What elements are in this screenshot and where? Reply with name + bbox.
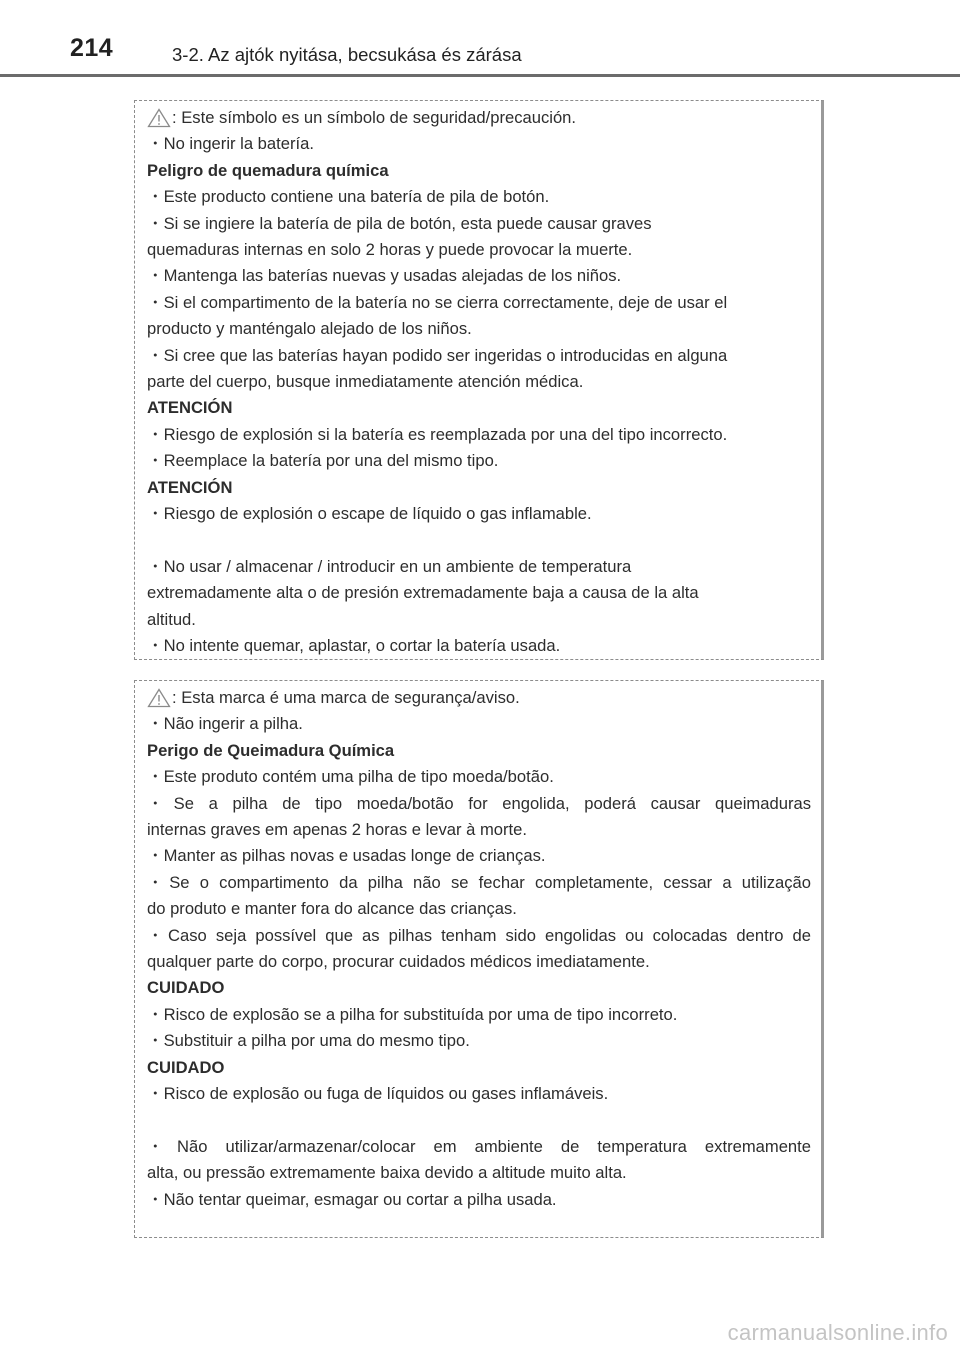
bullet-item: ・Si cree que las baterías hayan podido ser ingeridas o introducidas en alguna [147, 345, 728, 365]
bullet-item: ・Não utilizar/armazenar/colocar em ambiente de temperatura extremamente [147, 1136, 811, 1156]
header-divider [0, 74, 960, 77]
symbol-text: : Este símbolo es un símbolo de seguridad/precaución. [172, 108, 577, 127]
spanish-warning-box [134, 100, 824, 660]
warning-triangle-icon [147, 688, 171, 708]
bullet-item: ・Se o compartimento da pilha não se fechar completamente, cessar a utilização [147, 872, 811, 892]
warning-triangle-icon [147, 108, 171, 128]
bullet-item: ・Risco de explosão se a pilha for substituída por uma de tipo incorreto. [147, 1004, 678, 1024]
bullet-item: ・Reemplace la batería por una del mismo tipo. [147, 451, 499, 471]
bullet-item: ・No intente quemar, aplastar, o cortar la batería usada. [147, 636, 561, 656]
bullet-item: ・No usar / almacenar / introducir en un ambiente de temperatura [147, 556, 632, 576]
section-heading: Peligro de quemadura química [147, 160, 389, 180]
page-number: 214 [70, 34, 114, 62]
bullet-item: ・Mantenga las baterías nuevas y usadas alejadas de los niños. [147, 266, 622, 286]
bullet-item: ・Se a pilha de tipo moeda/botão for engolida, poderá causar queimaduras [147, 793, 811, 813]
bullet-continuation: extremadamente alta o de presión extremadamente baja a causa de la alta [147, 583, 699, 603]
bullet-continuation: altitud. [147, 609, 196, 629]
symbol-text: : Esta marca é uma marca de segurança/aviso. [172, 688, 520, 707]
bullet-item: ・Não ingerir a pilha. [147, 714, 303, 734]
bullet-item: ・Substituir a pilha por uma do mesmo tipo. [147, 1031, 470, 1051]
footer-watermark: carmanualsonline.info [727, 1320, 948, 1345]
blank-line [147, 1108, 811, 1134]
bullet-item: ・Este produto contém uma pilha de tipo moeda/botão. [147, 767, 554, 787]
bullet-item: ・Caso seja possível que as pilhas tenham sido engolidas ou colocadas dentro de [147, 925, 811, 945]
section-title: 3-2. Az ajtók nyitása, becsukása és zárása [172, 44, 522, 65]
bullet-continuation: producto y manténgalo alejado de los niños. [147, 319, 472, 339]
bullet-continuation: quemaduras internas en solo 2 horas y puede provocar la muerte. [147, 240, 633, 260]
bullet-item: ・Riesgo de explosión si la batería es reemplazada por una del tipo incorrecto. [147, 424, 728, 444]
blank-line [147, 528, 811, 554]
symbol-line [147, 685, 811, 711]
section-heading: ATENCIÓN [147, 477, 233, 497]
bullet-item: ・Não tentar queimar, esmagar ou cortar a pilha usada. [147, 1189, 557, 1209]
section-heading: Perigo de Queimadura Química [147, 740, 395, 760]
bullet-item: ・Manter as pilhas novas e usadas longe de crianças. [147, 846, 546, 866]
page-header [0, 0, 960, 80]
bullet-continuation: alta, ou pressão extremamente baixa devido a altitude muito alta. [147, 1163, 627, 1183]
bullet-item: ・Si el compartimento de la batería no se cierra correctamente, deje de usar el [147, 292, 728, 312]
bullet-item: ・Risco de explosão ou fuga de líquidos ou gases inflamáveis. [147, 1084, 609, 1104]
bullet-item: ・Este producto contiene una batería de pila de botón. [147, 187, 550, 207]
bullet-item: ・Si se ingiere la batería de pila de botón, esta puede causar graves [147, 213, 652, 233]
symbol-line [147, 105, 811, 131]
bullet-item: ・No ingerir la batería. [147, 134, 314, 154]
bullet-continuation: internas graves em apenas 2 horas e levar à morte. [147, 820, 528, 840]
section-heading: CUIDADO [147, 978, 225, 998]
section-heading: ATENCIÓN [147, 398, 233, 418]
bullet-continuation: parte del cuerpo, busque inmediatamente atención médica. [147, 372, 584, 392]
bullet-continuation: qualquer parte do corpo, procurar cuidados médicos imediatamente. [147, 952, 650, 972]
bullet-item: ・Riesgo de explosión o escape de líquido o gas inflamable. [147, 504, 592, 524]
bullet-continuation: do produto e manter fora do alcance das crianças. [147, 899, 517, 919]
section-heading: CUIDADO [147, 1057, 225, 1077]
portuguese-warning-box [134, 680, 824, 1238]
